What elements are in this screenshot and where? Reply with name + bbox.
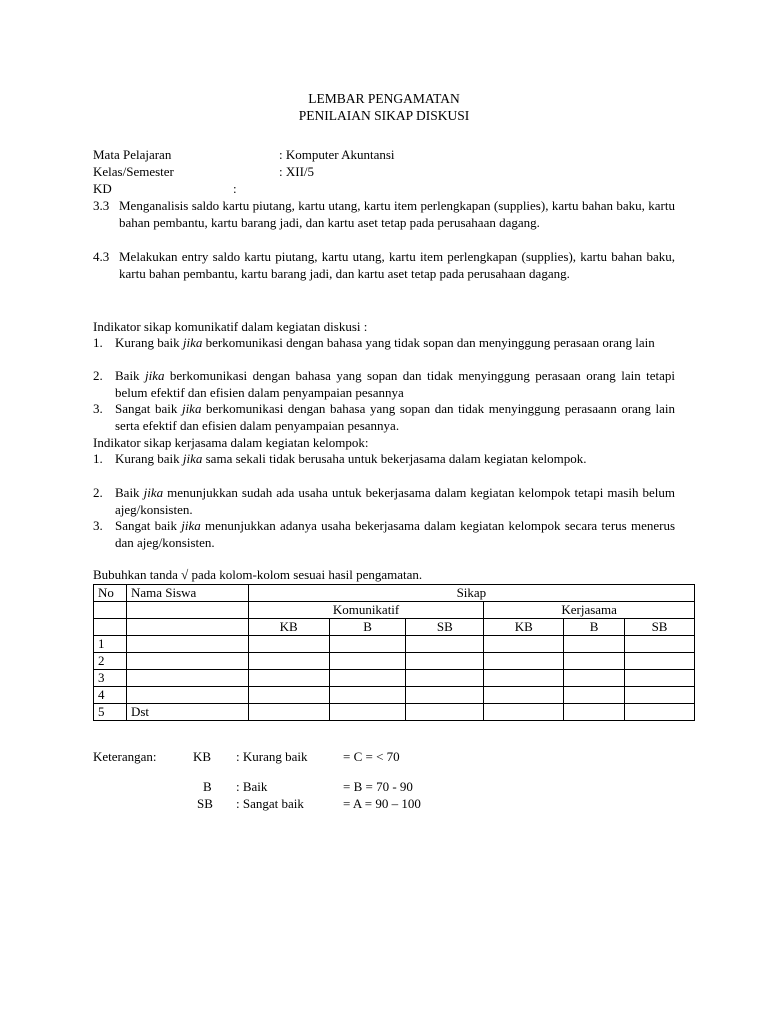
header-kerjasama: Kerjasama	[484, 602, 695, 619]
table-cell	[625, 636, 695, 653]
keterangan-value: = B = 70 - 90	[343, 779, 413, 794]
table-cell	[625, 687, 695, 704]
kd-item	[93, 197, 675, 231]
table-cell	[484, 670, 564, 687]
keterangan-value: = A = 90 – 100	[343, 796, 421, 811]
table-cell	[484, 653, 564, 670]
item-number: 3.	[93, 518, 103, 533]
indikator-item	[93, 401, 675, 434]
table-row	[94, 704, 695, 721]
header-kb: KB	[484, 619, 564, 636]
row-nama	[126, 670, 248, 687]
table-cell	[94, 602, 127, 619]
info-label: KD	[93, 181, 112, 196]
row-number: 4	[94, 687, 127, 704]
table-cell	[329, 704, 406, 721]
header-nama-siswa: Nama Siswa	[126, 585, 248, 602]
table-cell	[564, 670, 625, 687]
item-text: Baik jika menunjukkan sudah ada usaha untuk bekerjasama dalam kegiatan kelompok tetapi masih belum ajeg/konsisten.	[115, 485, 675, 517]
indikator-item	[93, 485, 675, 518]
keterangan-code: B	[203, 779, 212, 794]
table-row	[94, 653, 695, 670]
table-header-row	[94, 585, 695, 602]
row-nama: Dst	[126, 704, 248, 721]
header-sb: SB	[625, 619, 695, 636]
item-text: Kurang baik jika sama sekali tidak berusaha untuk bekerjasama dalam kegiatan kelompok.	[115, 451, 587, 466]
header-no: No	[94, 585, 127, 602]
keterangan-label: Keterangan:	[93, 749, 157, 764]
header-sikap: Sikap	[248, 585, 694, 602]
keterangan-value: = C = < 70	[343, 749, 400, 764]
indikator-item	[93, 335, 675, 352]
observation-table	[93, 584, 695, 721]
row-nama	[126, 687, 248, 704]
indikator-item	[93, 368, 675, 401]
item-number: 3.	[93, 401, 103, 416]
keterangan-code: KB	[193, 749, 212, 764]
keterangan-desc: : Baik	[236, 779, 268, 794]
row-number: 3	[94, 670, 127, 687]
table-cell	[248, 704, 329, 721]
table-row	[94, 687, 695, 704]
keterangan-code: SB	[197, 796, 213, 811]
header-kb: KB	[248, 619, 329, 636]
row-number: 5	[94, 704, 127, 721]
item-number: 2.	[93, 485, 103, 500]
table-row	[94, 636, 695, 653]
keterangan-desc: : Kurang baik	[236, 749, 308, 764]
table-cell	[625, 653, 695, 670]
item-text: Sangat baik jika berkomunikasi dengan bahasa yang sopan dan tidak menyinggung perasaann orang lain serta efektif dan efisien dalam penyampaian pesannya.	[115, 401, 676, 433]
header-komunikatif: Komunikatif	[248, 602, 484, 619]
table-cell	[406, 636, 484, 653]
item-text: Kurang baik jika berkomunikasi dengan bahasa yang tidak sopan dan menyinggung perasaan orang lain	[115, 335, 655, 350]
document-subtitle: PENILAIAN SIKAP DISKUSI	[298, 108, 470, 123]
header-b: B	[564, 619, 625, 636]
table-cell	[406, 704, 484, 721]
kd-text: Melakukan entry saldo kartu piutang, kartu utang, kartu item perlengkapan (supplies), kartu bahan baku, kartu bahan pembantu, kartu barang jadi, dan kartu aset tetap pada perusahaan dagang.	[119, 249, 675, 281]
table-cell	[329, 636, 406, 653]
row-nama	[126, 636, 248, 653]
row-nama	[126, 653, 248, 670]
item-text: Baik jika berkomunikasi dengan bahasa yang sopan dan tidak menyinggung perasaan orang lain tetapi belum efektif dan efisien dalam penyampaian pesannya	[115, 368, 675, 400]
indikator-item	[93, 518, 675, 551]
indikator-komunikatif-heading: Indikator sikap komunikatif dalam kegiatan diskusi :	[93, 319, 368, 334]
info-value: : XII/5	[279, 164, 315, 179]
table-cell	[625, 670, 695, 687]
header-sb: SB	[406, 619, 484, 636]
kd-number: 3.3	[93, 198, 110, 213]
keterangan-desc: : Sangat baik	[236, 796, 304, 811]
table-cell	[564, 687, 625, 704]
table-cell	[564, 636, 625, 653]
kd-number: 4.3	[93, 249, 110, 264]
table-cell	[329, 687, 406, 704]
instruction-text: Bubuhkan tanda √ pada kolom-kolom sesuai hasil pengamatan.	[93, 567, 423, 582]
table-cell	[406, 687, 484, 704]
item-number: 2.	[93, 368, 103, 383]
table-cell	[484, 704, 564, 721]
table-cell	[564, 704, 625, 721]
table-header-row	[94, 619, 695, 636]
document-title: LEMBAR PENGAMATAN	[308, 91, 460, 106]
indikator-kerjasama-heading: Indikator sikap kerjasama dalam kegiatan kelompok:	[93, 435, 369, 450]
row-number: 1	[94, 636, 127, 653]
table-cell	[126, 619, 248, 636]
table-cell	[329, 653, 406, 670]
table-cell	[564, 653, 625, 670]
table-cell	[248, 636, 329, 653]
kd-item	[93, 248, 675, 282]
indikator-item	[93, 451, 675, 468]
info-label: Mata Pelajaran	[93, 147, 172, 162]
table-cell	[94, 619, 127, 636]
table-cell	[248, 687, 329, 704]
table-cell	[484, 636, 564, 653]
table-cell	[248, 670, 329, 687]
info-colon: :	[233, 181, 237, 196]
kd-text: Menganalisis saldo kartu piutang, kartu utang, kartu item perlengkapan (supplies), kartu bahan baku, kartu bahan pembantu, kartu barang jadi, dan kartu aset tetap pada perusahaan dagang.	[119, 198, 675, 230]
header-b: B	[329, 619, 406, 636]
info-label: Kelas/Semester	[93, 164, 174, 179]
table-header-row	[94, 602, 695, 619]
table-cell	[484, 687, 564, 704]
table-row	[94, 670, 695, 687]
table-cell	[248, 653, 329, 670]
table-cell	[406, 653, 484, 670]
table-cell	[406, 670, 484, 687]
row-number: 2	[94, 653, 127, 670]
item-text: Sangat baik jika menunjukkan adanya usaha bekerjasama dalam kegiatan kelompok secara terus menerus dan ajeg/konsisten.	[115, 518, 675, 550]
item-number: 1.	[93, 335, 103, 350]
table-cell	[126, 602, 248, 619]
table-cell	[329, 670, 406, 687]
table-cell	[625, 704, 695, 721]
info-value: : Komputer Akuntansi	[279, 147, 395, 162]
item-number: 1.	[93, 451, 103, 466]
